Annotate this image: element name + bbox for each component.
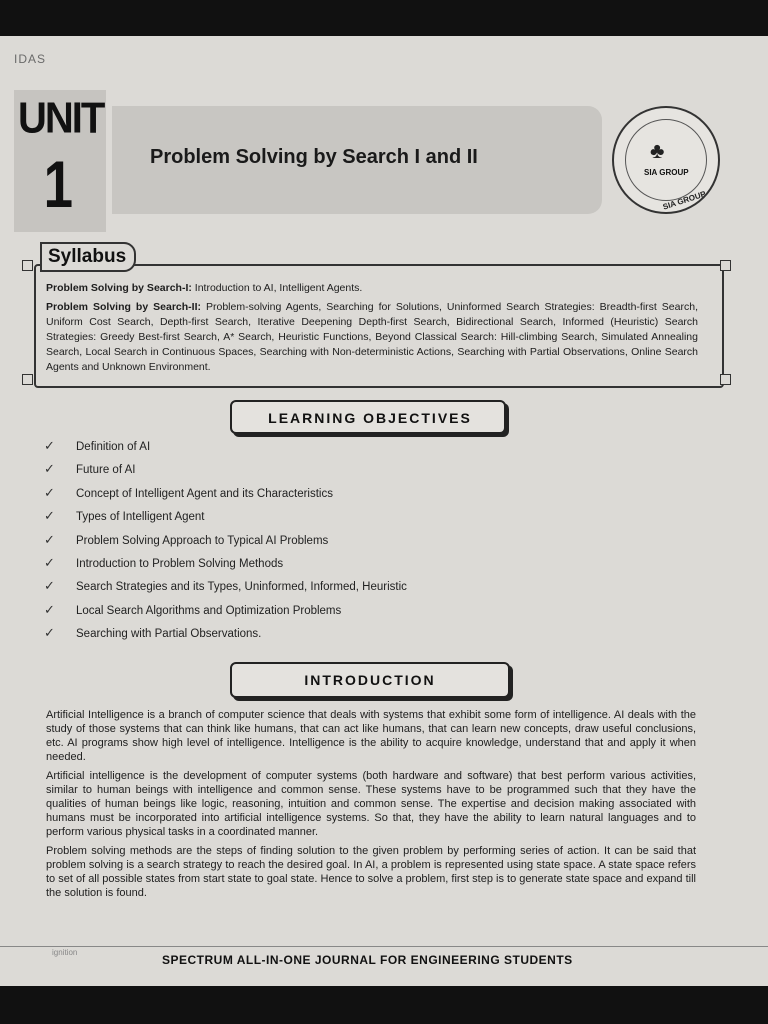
footer-journal-title: SPECTRUM ALL-IN-ONE JOURNAL FOR ENGINEERING STUDENTS — [162, 953, 573, 967]
list-item — [44, 504, 407, 527]
corner-ornament-icon — [720, 374, 731, 385]
syllabus-item-label: Problem Solving by Search-I: — [46, 282, 192, 294]
list-item — [44, 528, 407, 551]
list-item — [44, 574, 407, 597]
syllabus-item — [46, 300, 698, 375]
syllabus-heading-tab — [40, 242, 136, 272]
check-icon: ✓ — [44, 484, 55, 500]
objective-text: Problem Solving Approach to Typical AI Problems — [76, 534, 329, 547]
corner-ornament-icon — [720, 260, 731, 271]
logo-inner-ring — [625, 119, 707, 201]
syllabus-item-text: Introduction to AI, Intelligent Agents. — [191, 282, 363, 294]
check-icon: ✓ — [44, 461, 55, 477]
paragraph: Problem solving methods are the steps of finding solution to the given problem by performing series of action. It can be said that problem solving is a search strategy to reach the desired goal. In AI, a problem is represented using state space. A state space refers to set of all possible states from start state to goal state. Hence to solve a problem, first step is to generate state space and expand till the solution is found. — [46, 845, 696, 899]
objective-text: Future of AI — [76, 464, 136, 477]
list-item — [44, 551, 407, 574]
list-item — [44, 621, 407, 644]
check-icon: ✓ — [44, 625, 55, 641]
corner-ornament-icon — [22, 374, 33, 385]
syllabus-item — [46, 281, 698, 296]
list-item — [44, 457, 407, 480]
corner-ornament-icon — [22, 260, 33, 271]
check-icon: ✓ — [44, 578, 55, 594]
paragraph: Artificial intelligence is the development of computer systems (both hardware and software) that best perform various activities, similar to human beings with intelligence and common sense. These systems have to be programmed such that they have the qualities of human beings like logic, reasoning, intuition and common sense. The expertise and decision making associated with humans must be incorporated into artificial intelligence systems. So that, they have the ability to learn natural languages and to perform various physical tasks in a coordinated manner. — [46, 770, 696, 838]
footer-mark: ignition — [52, 948, 78, 957]
objective-text: Searching with Partial Observations. — [76, 628, 262, 641]
objective-text: Local Search Algorithms and Optimization Problems — [76, 604, 342, 617]
logo-ring-text: SIA GROUP — [661, 189, 707, 212]
syllabus-content — [46, 281, 698, 379]
footer-rule — [0, 946, 768, 947]
syllabus-heading: Syllabus — [48, 246, 127, 267]
objective-text: Introduction to Problem Solving Methods — [76, 557, 284, 570]
check-icon: ✓ — [44, 554, 55, 570]
paragraph: Artificial Intelligence is a branch of computer science that deals with systems that exhibit some form of intelligence. AI deals with the study of those systems that can think like humans, that can act like humans, that can learn new concepts, draw useful conclusions, etc. AI programs show high level of intelligence. Intelligence is the ability to acquire knowledge, understand that and apply it when needed. — [46, 709, 696, 763]
chapter-title: Problem Solving by Search I and II — [150, 146, 478, 168]
objective-text: Types of Intelligent Agent — [76, 511, 205, 524]
objective-text: Search Strategies and its Types, Uninformed, Informed, Heuristic — [76, 581, 407, 594]
introduction-body — [46, 708, 696, 905]
objective-text: Concept of Intelligent Agent and its Characteristics — [76, 487, 333, 500]
learning-objectives-heading: LEARNING OBJECTIVES — [268, 410, 472, 426]
logo-name: SIA GROUP — [644, 168, 689, 177]
list-item — [44, 481, 407, 504]
list-item — [44, 598, 407, 621]
book-page — [0, 36, 768, 986]
publisher-logo — [612, 106, 720, 214]
syllabus-item-label: Problem Solving by Search-II: — [46, 301, 202, 313]
running-head: IDAS — [14, 52, 47, 66]
introduction-heading: INTRODUCTION — [304, 672, 436, 688]
objectives-list — [44, 434, 407, 645]
syllabus-item-text: Problem-solving Agents, Searching for Solutions, Uninformed Search Strategies: Breadth-first Search, Uniform Cost Search, Depth-first Search, Iterative Deepening Depth-first Search, Bidirectional Search, Informed (Heuristic) Search Strategies: Greedy Best-first Search, A* Search, Heuristic Functions, Beyond Classical Search: Hill-climbing Search, Simulated Annealing Search, Local Search in Continuous Spaces, Searching with Non-deterministic Actions, Searching with Partial Observations, Online Search Agents and Unknown Environment. — [46, 301, 698, 373]
tree-icon: ♣ — [650, 138, 665, 163]
unit-number: 1 — [43, 147, 74, 221]
list-item — [44, 434, 407, 457]
check-icon: ✓ — [44, 531, 55, 547]
unit-label: UNIT — [18, 93, 104, 143]
check-icon: ✓ — [44, 601, 55, 617]
check-icon: ✓ — [44, 508, 55, 524]
objective-text: Definition of AI — [76, 441, 151, 453]
check-icon: ✓ — [44, 438, 55, 453]
